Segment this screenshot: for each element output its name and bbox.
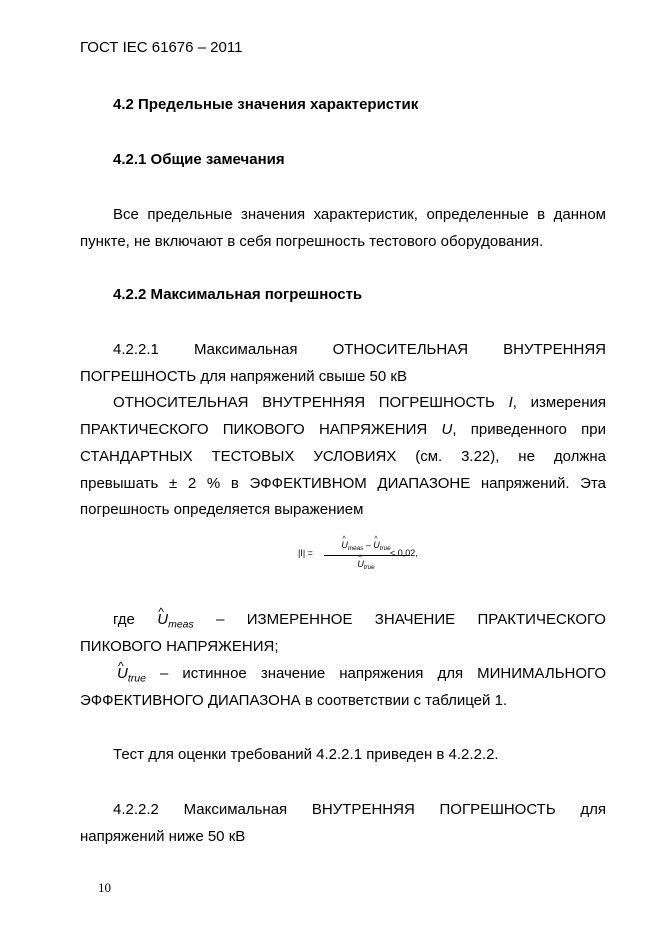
clause-4221-line1 xyxy=(113,341,606,358)
text-run: ОТНОСИТЕЛЬНАЯ ВНУТРЕННЯЯ ПОГРЕШНОСТЬ xyxy=(113,394,509,411)
clause-number: 4.2.2.1 xyxy=(113,341,159,358)
variable-U: U xyxy=(441,421,453,438)
text-run: ПРАКТИЧЕСКОГО xyxy=(477,611,606,628)
u-hat: ^ U xyxy=(157,611,168,628)
text-run: , приведенного при xyxy=(452,421,606,438)
section-heading-4-2-1: 4.2.1 Общие замечания xyxy=(113,151,285,168)
u-hat: ^ U xyxy=(373,540,380,550)
clause-number: 4.2.2.2 xyxy=(113,801,159,818)
formula-denominator xyxy=(318,559,414,571)
definition-line2 xyxy=(80,421,606,438)
clause-word: ПОГРЕШНОСТЬ xyxy=(439,801,556,818)
minus-sign: – xyxy=(363,540,374,550)
clause-word: ВНУТРЕННЯЯ xyxy=(311,801,415,818)
definition-line3: СТАНДАРТНЫХ ТЕСТОВЫХ УСЛОВИЯХ (см. 3.22), не должна xyxy=(80,448,606,465)
text-run: ИЗМЕРЕННОЕ xyxy=(246,611,353,628)
text-run: где xyxy=(113,611,135,628)
subscript: meas xyxy=(347,545,364,553)
formula-lhs: |I| = xyxy=(298,548,313,558)
text-run: ПРАКТИЧЕСКОГО ПИКОВОГО НАПРЯЖЕНИЯ xyxy=(80,421,442,438)
where-line3 xyxy=(117,665,606,685)
u-hat: ^ U xyxy=(117,665,128,682)
test-note: Тест для оценки требований 4.2.2.1 приведен в 4.2.2.2. xyxy=(113,746,499,763)
where-line1 xyxy=(113,611,606,631)
subscript: true xyxy=(363,564,375,572)
subscript: meas xyxy=(168,618,194,631)
u-true-symbol xyxy=(117,665,146,685)
u-hat: ^ U xyxy=(341,540,348,550)
clause-word: Максимальная xyxy=(193,341,298,358)
error-formula xyxy=(298,534,438,576)
u-meas-symbol xyxy=(157,611,194,631)
clause-word: Максимальная xyxy=(183,801,288,818)
page-number: 10 xyxy=(98,880,111,895)
clause-word: ОТНОСИТЕЛЬНАЯ xyxy=(332,341,469,358)
variable-I: I xyxy=(508,394,513,411)
document-header: ГОСТ IEC 61676 – 2011 xyxy=(80,39,243,56)
section-heading-4-2-2: 4.2.2 Максимальная погрешность xyxy=(113,286,363,303)
definition-line1 xyxy=(113,394,606,411)
formula-rhs: < 0,02, xyxy=(390,548,418,558)
clause-word: ВНУТРЕННЯЯ xyxy=(503,341,606,358)
dash: – xyxy=(216,611,225,628)
definition-line5: погрешность определяется выражением xyxy=(80,501,364,518)
u-hat: ^ U xyxy=(357,559,364,569)
subscript: true xyxy=(379,545,391,553)
where-line4: ЭФФЕКТИВНОГО ДИАПАЗОНА в соответствии с таблицей 1. xyxy=(80,692,508,709)
paragraph-general-line2: пункте, не включают в себя погрешность тестового оборудования. xyxy=(80,233,544,250)
clause-4222-line2: напряжений ниже 50 кВ xyxy=(80,828,246,845)
definition-line4: превышать ± 2 % в ЭФФЕКТИВНОМ ДИАПАЗОНЕ напряжений. Эта xyxy=(80,475,606,492)
text-run: , измерения xyxy=(512,394,607,411)
clause-4222-line1 xyxy=(113,801,606,818)
paragraph-general-line1: Все предельные значения характеристик, определенные в данном xyxy=(113,206,606,223)
text-run: – истинное значение напряжения для МИНИМАЛЬНОГО xyxy=(160,665,606,682)
where-line2: ПИКОВОГО НАПРЯЖЕНИЯ; xyxy=(80,638,279,655)
subscript: true xyxy=(127,672,146,685)
section-heading-4-2: 4.2 Предельные значения характеристик xyxy=(113,96,419,113)
clause-4221-line2: ПОГРЕШНОСТЬ для напряжений свыше 50 кВ xyxy=(80,368,407,385)
text-run: ЗНАЧЕНИЕ xyxy=(374,611,456,628)
clause-word: для xyxy=(580,801,607,818)
